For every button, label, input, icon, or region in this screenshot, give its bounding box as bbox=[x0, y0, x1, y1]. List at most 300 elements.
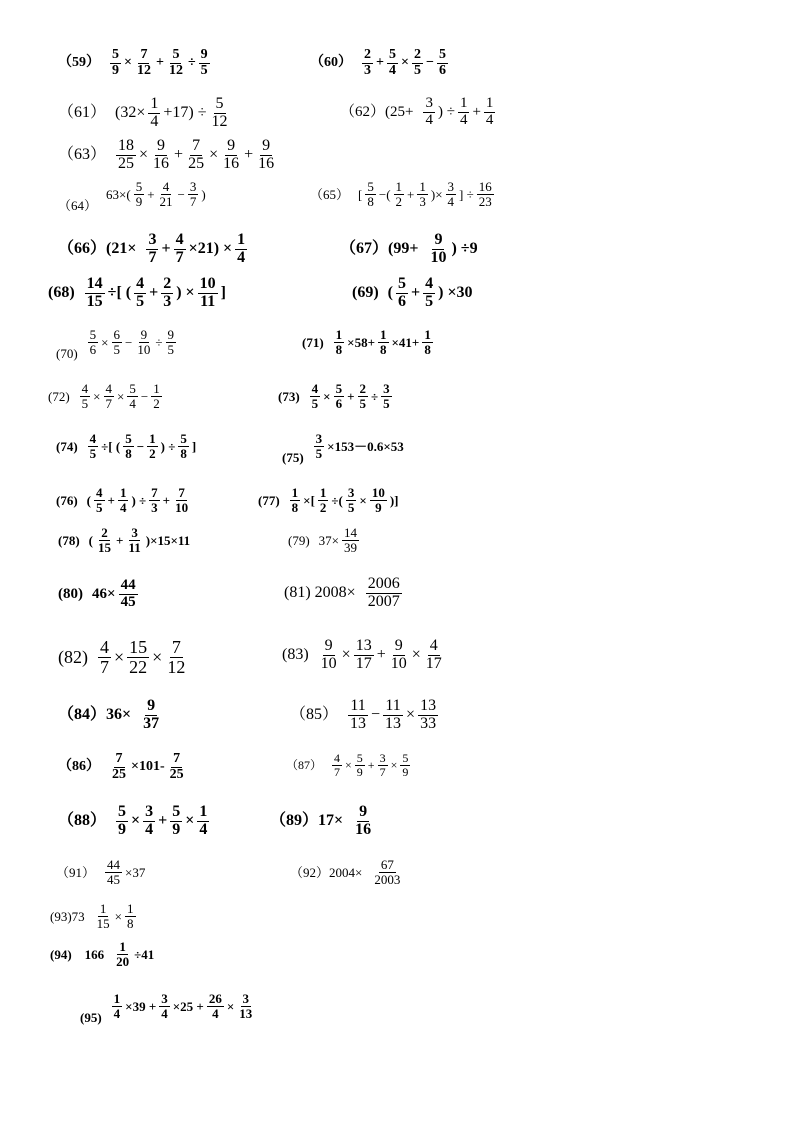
denominator: 9 bbox=[375, 499, 382, 515]
denominator: 33 bbox=[420, 714, 437, 732]
fraction bbox=[334, 328, 345, 356]
fraction bbox=[118, 486, 129, 514]
denominator: 5 bbox=[311, 395, 319, 411]
problem-number: （87） bbox=[286, 758, 323, 773]
operator-text: × bbox=[131, 812, 141, 830]
fraction bbox=[394, 180, 405, 208]
problem-number: （66）(21× bbox=[58, 240, 137, 258]
operator-text: ÷ bbox=[371, 388, 379, 404]
numerator: 5 bbox=[172, 803, 181, 820]
denominator: 13 bbox=[350, 714, 367, 732]
problem-63 bbox=[58, 138, 278, 173]
numerator: 9 bbox=[434, 231, 443, 248]
problem-number: (69) bbox=[352, 284, 379, 302]
problem-number: （86） bbox=[58, 759, 100, 775]
denominator: 5 bbox=[425, 292, 434, 310]
fraction bbox=[105, 858, 122, 886]
numerator: 5 bbox=[388, 47, 396, 62]
numerator: 1 bbox=[119, 939, 126, 954]
problem-number: (72) bbox=[48, 388, 70, 404]
numerator: 7 bbox=[140, 47, 148, 62]
numerator: 1 bbox=[459, 95, 468, 111]
operator-text: ×25 + bbox=[172, 998, 204, 1014]
problem-85 bbox=[290, 698, 440, 733]
numerator: 14 bbox=[344, 525, 358, 540]
operator-text: × bbox=[411, 646, 421, 664]
numerator: 9 bbox=[227, 137, 236, 154]
problem-number: （88） bbox=[58, 812, 107, 830]
problem-69 bbox=[352, 276, 474, 311]
denominator: 3 bbox=[364, 62, 371, 78]
denominator: 8 bbox=[127, 915, 134, 931]
denominator: 4 bbox=[212, 1005, 219, 1021]
numerator: 4 bbox=[136, 275, 145, 292]
operator-text: + bbox=[410, 284, 421, 302]
problem-68 bbox=[48, 276, 227, 311]
operator-text: ×153－0.6×53 bbox=[327, 438, 404, 454]
problem-number: （59） bbox=[58, 55, 100, 71]
numerator: 1 bbox=[395, 179, 403, 194]
problem-number: （89）17× bbox=[270, 812, 344, 830]
numerator: 44 bbox=[107, 857, 121, 872]
problem-94 bbox=[50, 940, 155, 968]
fraction bbox=[127, 638, 149, 677]
fraction bbox=[372, 858, 402, 886]
denominator: 8 bbox=[180, 445, 187, 461]
numerator: 3 bbox=[161, 991, 168, 1006]
denominator: 6 bbox=[397, 292, 406, 310]
operator-text: ] ÷ bbox=[459, 186, 474, 202]
numerator: 5 bbox=[402, 751, 409, 765]
numerator: 5 bbox=[89, 327, 97, 342]
fraction bbox=[319, 638, 339, 673]
numerator: 5 bbox=[215, 95, 224, 112]
fraction bbox=[378, 328, 389, 356]
numerator: 4 bbox=[162, 179, 170, 194]
operator-text: + bbox=[367, 758, 375, 773]
operator-text: )×15×11 bbox=[145, 532, 191, 548]
denominator: 12 bbox=[211, 112, 228, 130]
denominator: 13 bbox=[385, 714, 402, 732]
denominator: 17 bbox=[355, 654, 372, 672]
problem-78 bbox=[58, 526, 191, 554]
problem-number: (82) bbox=[58, 647, 88, 668]
fraction bbox=[346, 486, 357, 514]
numerator: 15 bbox=[129, 637, 148, 657]
numerator: 5 bbox=[367, 179, 374, 194]
numerator: 9 bbox=[262, 137, 271, 154]
denominator: 8 bbox=[367, 193, 374, 209]
fraction bbox=[290, 486, 301, 514]
denominator: 2007 bbox=[367, 592, 400, 610]
denominator: 7 bbox=[379, 764, 386, 779]
operator-text: + bbox=[472, 103, 481, 120]
fraction bbox=[96, 526, 113, 554]
fraction bbox=[446, 180, 457, 208]
operator-text: + bbox=[161, 240, 171, 258]
operator-text: + bbox=[162, 492, 171, 508]
fraction bbox=[355, 752, 365, 778]
denominator: 4 bbox=[150, 112, 159, 130]
operator-text: ) ÷ bbox=[160, 438, 176, 454]
problem-65 bbox=[310, 180, 496, 208]
problem-number: （85） bbox=[290, 706, 339, 724]
denominator: 9 bbox=[172, 820, 181, 838]
denominator: 6 bbox=[438, 62, 446, 78]
fraction bbox=[310, 382, 321, 410]
denominator: 5 bbox=[200, 62, 208, 78]
denominator: 8 bbox=[335, 341, 343, 357]
denominator: 17 bbox=[425, 654, 442, 672]
numerator: 67 bbox=[380, 857, 394, 872]
fraction bbox=[370, 486, 387, 514]
fraction bbox=[119, 578, 138, 611]
numerator: 26 bbox=[208, 991, 222, 1006]
fraction bbox=[88, 432, 99, 460]
operator-text: × bbox=[209, 146, 219, 164]
operator-text: −( bbox=[378, 186, 391, 202]
operator-text: 63×( bbox=[106, 186, 131, 202]
denominator: 11 bbox=[200, 292, 216, 310]
problem-number: (93)73 bbox=[50, 908, 85, 924]
problem-number: （61） bbox=[58, 104, 107, 122]
problem-91 bbox=[56, 858, 146, 886]
problem-93 bbox=[50, 902, 138, 930]
fraction bbox=[417, 180, 428, 208]
fraction bbox=[126, 526, 142, 554]
operator-text: × bbox=[114, 908, 123, 924]
denominator: 4 bbox=[459, 111, 468, 128]
problem-number: （65） bbox=[310, 186, 350, 202]
fraction bbox=[165, 638, 187, 677]
operator-text: ) ÷9 bbox=[451, 240, 478, 258]
problem-73 bbox=[278, 382, 394, 410]
problem-89 bbox=[270, 804, 375, 839]
problem-71 bbox=[302, 328, 435, 356]
problem-number: (83) bbox=[282, 646, 309, 664]
problem-number: （63） bbox=[58, 146, 107, 164]
numerator: 9 bbox=[324, 637, 333, 654]
fraction bbox=[134, 276, 146, 311]
denominator: 5 bbox=[383, 395, 390, 411]
denominator: 6 bbox=[89, 341, 97, 357]
fraction bbox=[158, 180, 175, 208]
operator-text: ( bbox=[387, 284, 393, 302]
operator-text: ÷[ ( bbox=[107, 284, 132, 302]
problem-66 bbox=[58, 232, 249, 267]
numerator: 9 bbox=[394, 637, 403, 654]
problem-87 bbox=[286, 752, 412, 778]
denominator: 8 bbox=[291, 499, 299, 515]
fraction bbox=[318, 486, 329, 514]
fraction bbox=[378, 752, 388, 778]
problem-number: (70) bbox=[56, 346, 78, 362]
denominator: 4 bbox=[119, 499, 127, 515]
numerator: 4 bbox=[89, 431, 97, 446]
problem-number: （67）(99+ bbox=[340, 240, 419, 258]
fraction bbox=[134, 180, 145, 208]
fraction bbox=[170, 804, 182, 839]
operator-text: + bbox=[158, 812, 168, 830]
denominator: 12 bbox=[167, 656, 186, 677]
fraction bbox=[168, 752, 186, 782]
operator-text: + bbox=[149, 284, 159, 302]
fraction bbox=[116, 804, 128, 839]
operator-text: × bbox=[400, 55, 409, 71]
problem-74 bbox=[56, 432, 197, 460]
fraction bbox=[123, 432, 134, 460]
fraction bbox=[143, 804, 155, 839]
problem-60 bbox=[310, 48, 450, 78]
fraction bbox=[423, 276, 435, 311]
numerator: 1 bbox=[335, 327, 343, 342]
numerator: 4 bbox=[425, 275, 434, 292]
denominator: 5 bbox=[81, 395, 89, 411]
operator-text: × bbox=[185, 812, 195, 830]
numerator: 18 bbox=[118, 137, 135, 154]
operator-text: ( bbox=[86, 492, 92, 508]
operator-text: ÷ bbox=[155, 334, 163, 350]
fraction bbox=[342, 526, 359, 554]
numerator: 3 bbox=[447, 179, 455, 194]
fraction bbox=[166, 328, 177, 356]
denominator: 22 bbox=[129, 656, 148, 677]
numerator: 7 bbox=[173, 751, 181, 766]
denominator: 4 bbox=[237, 248, 246, 266]
problem-86 bbox=[58, 752, 188, 782]
fraction bbox=[125, 902, 136, 930]
numerator: 14 bbox=[86, 275, 103, 292]
fraction bbox=[362, 48, 373, 78]
operator-text: 37× bbox=[318, 532, 340, 548]
numerator: 3 bbox=[315, 431, 323, 446]
operator-text: × bbox=[345, 758, 352, 773]
operator-text: + bbox=[244, 146, 254, 164]
numerator: 3 bbox=[242, 991, 249, 1006]
operator-text: − bbox=[177, 186, 185, 202]
denominator: 3 bbox=[163, 292, 172, 310]
denominator: 13 bbox=[239, 1005, 253, 1021]
problem-number: （91） bbox=[56, 864, 96, 880]
operator-text: 46× bbox=[92, 585, 116, 602]
fraction bbox=[387, 48, 398, 78]
fraction bbox=[383, 698, 403, 733]
denominator: 5 bbox=[167, 341, 174, 357]
problem-75 bbox=[282, 431, 405, 466]
operator-text: ×39 + bbox=[125, 998, 157, 1014]
numerator: 10 bbox=[199, 275, 216, 292]
operator-text: ×41+ bbox=[391, 334, 420, 350]
problem-number: （64） bbox=[58, 198, 98, 214]
numerator: 2 bbox=[359, 381, 367, 396]
numerator: 11 bbox=[350, 697, 366, 714]
denominator: 25 bbox=[112, 766, 126, 782]
operator-text: ÷ bbox=[187, 55, 196, 71]
problem-76 bbox=[56, 486, 192, 514]
numerator: 1 bbox=[127, 901, 134, 916]
denominator: 4 bbox=[447, 193, 455, 209]
denominator: 7 bbox=[189, 193, 197, 209]
fraction bbox=[159, 992, 170, 1020]
operator-text: )] bbox=[389, 492, 399, 508]
numerator: 7 bbox=[115, 751, 123, 766]
operator-text: + bbox=[376, 646, 386, 664]
problem-number: （62）(25+ bbox=[340, 103, 414, 120]
numerator: 1 bbox=[119, 485, 127, 500]
problem-number: (80) bbox=[58, 585, 83, 602]
operator-text: × bbox=[323, 388, 331, 404]
denominator: 23 bbox=[478, 193, 492, 209]
denominator: 16 bbox=[153, 154, 170, 172]
denominator: 4 bbox=[129, 395, 136, 411]
operator-text: + bbox=[107, 492, 115, 508]
operator-text: ×21) × bbox=[188, 240, 233, 258]
numerator: 1 bbox=[153, 381, 160, 396]
fraction bbox=[210, 96, 230, 131]
numerator: 3 bbox=[379, 751, 386, 765]
denominator: 5 bbox=[347, 499, 355, 515]
operator-text: ) ÷ bbox=[131, 492, 147, 508]
operator-text: ] bbox=[220, 284, 226, 302]
denominator: 3 bbox=[419, 193, 426, 209]
operator-text: − bbox=[371, 706, 381, 724]
operator-text: − bbox=[140, 388, 149, 404]
operator-text: × bbox=[139, 146, 149, 164]
fraction bbox=[237, 992, 254, 1020]
denominator: 25 bbox=[188, 154, 205, 172]
numerator: 2006 bbox=[367, 575, 400, 592]
fraction bbox=[147, 432, 158, 460]
fraction bbox=[235, 232, 247, 267]
operator-text: × bbox=[406, 706, 416, 724]
fraction bbox=[178, 432, 189, 460]
numerator: 5 bbox=[438, 47, 446, 62]
problem-84 bbox=[58, 698, 163, 733]
denominator: 21 bbox=[159, 193, 173, 209]
fraction bbox=[197, 804, 209, 839]
numerator: 2 bbox=[101, 525, 108, 540]
operator-text: × bbox=[390, 758, 398, 773]
numerator: 5 bbox=[135, 179, 143, 194]
operator-text: ÷( bbox=[331, 492, 343, 508]
fraction bbox=[151, 382, 162, 410]
denominator: 2 bbox=[153, 395, 160, 411]
numerator: 3 bbox=[131, 525, 138, 540]
problem-70 bbox=[56, 327, 178, 362]
operator-text: ÷41 bbox=[134, 946, 155, 962]
denominator: 9 bbox=[402, 764, 409, 779]
fraction bbox=[358, 382, 369, 410]
problem-number: (77) bbox=[258, 492, 280, 508]
denominator: 2 bbox=[149, 445, 156, 461]
numerator: 5 bbox=[397, 275, 406, 292]
numerator: 4 bbox=[105, 381, 113, 396]
operator-text: − bbox=[136, 438, 145, 454]
denominator: 10 bbox=[137, 341, 151, 357]
numerator: 9 bbox=[200, 47, 208, 62]
numerator: 3 bbox=[425, 95, 433, 111]
denominator: 11 bbox=[128, 539, 141, 555]
numerator: 4 bbox=[81, 381, 89, 396]
denominator: 45 bbox=[107, 871, 121, 887]
problem-77 bbox=[258, 486, 399, 514]
denominator: 45 bbox=[120, 593, 136, 610]
problem-95 bbox=[80, 991, 256, 1026]
fraction bbox=[389, 638, 409, 673]
numerator: 5 bbox=[125, 431, 132, 446]
problem-80 bbox=[58, 578, 140, 611]
problem-61 bbox=[58, 96, 232, 131]
fraction bbox=[173, 486, 190, 514]
operator-text: + bbox=[407, 186, 415, 202]
fraction bbox=[110, 48, 121, 78]
denominator: 7 bbox=[100, 656, 109, 677]
problem-79 bbox=[288, 526, 361, 554]
problem-number: (76) bbox=[56, 492, 78, 508]
operator-text: ) bbox=[201, 186, 206, 202]
denominator: 5 bbox=[113, 341, 121, 357]
operator-text: ( bbox=[88, 532, 94, 548]
operator-text: (32× bbox=[115, 104, 146, 122]
fraction bbox=[418, 698, 438, 733]
fraction bbox=[88, 328, 99, 356]
operator-text: × bbox=[124, 55, 132, 71]
denominator: 9 bbox=[356, 764, 363, 779]
fraction bbox=[354, 638, 374, 673]
operator-text: ] bbox=[191, 438, 197, 454]
numerator: 2 bbox=[163, 275, 172, 292]
problem-83 bbox=[282, 638, 446, 673]
problem-62 bbox=[340, 96, 497, 129]
fraction bbox=[198, 276, 218, 311]
numerator: 1 bbox=[149, 431, 156, 446]
denominator: 8 bbox=[380, 341, 387, 357]
denominator: 5 bbox=[359, 395, 367, 411]
denominator: 15 bbox=[86, 292, 103, 310]
fraction bbox=[141, 698, 161, 733]
operator-text: × bbox=[114, 647, 125, 668]
denominator: 5 bbox=[89, 445, 97, 461]
problem-number: (71) bbox=[302, 334, 324, 350]
numerator: 1 bbox=[237, 231, 246, 248]
problem-number: （60） bbox=[310, 55, 352, 71]
problem-number: (95) bbox=[80, 1010, 102, 1026]
numerator: 13 bbox=[355, 637, 372, 654]
problem-number: (68) bbox=[48, 284, 75, 302]
numerator: 1 bbox=[319, 485, 327, 500]
operator-text: + bbox=[376, 55, 384, 71]
operator-text: ×101- bbox=[131, 759, 165, 775]
numerator: 7 bbox=[178, 485, 185, 500]
numerator: 7 bbox=[171, 637, 181, 657]
operator-text: × bbox=[152, 647, 163, 668]
fraction bbox=[146, 232, 158, 267]
denominator: 10 bbox=[320, 654, 337, 672]
denominator: 2 bbox=[319, 499, 327, 515]
numerator: 3 bbox=[383, 381, 390, 396]
problem-number: (74) bbox=[56, 438, 78, 454]
operator-text: ) ÷ bbox=[437, 103, 455, 120]
numerator: 5 bbox=[118, 803, 127, 820]
fraction bbox=[400, 752, 410, 778]
numerator: 5 bbox=[112, 47, 119, 62]
denominator: 7 bbox=[105, 395, 113, 411]
denominator: 10 bbox=[175, 499, 189, 515]
fraction bbox=[422, 328, 433, 356]
numerator: 3 bbox=[189, 179, 197, 194]
problem-88 bbox=[58, 804, 211, 839]
problem-92 bbox=[290, 858, 404, 886]
